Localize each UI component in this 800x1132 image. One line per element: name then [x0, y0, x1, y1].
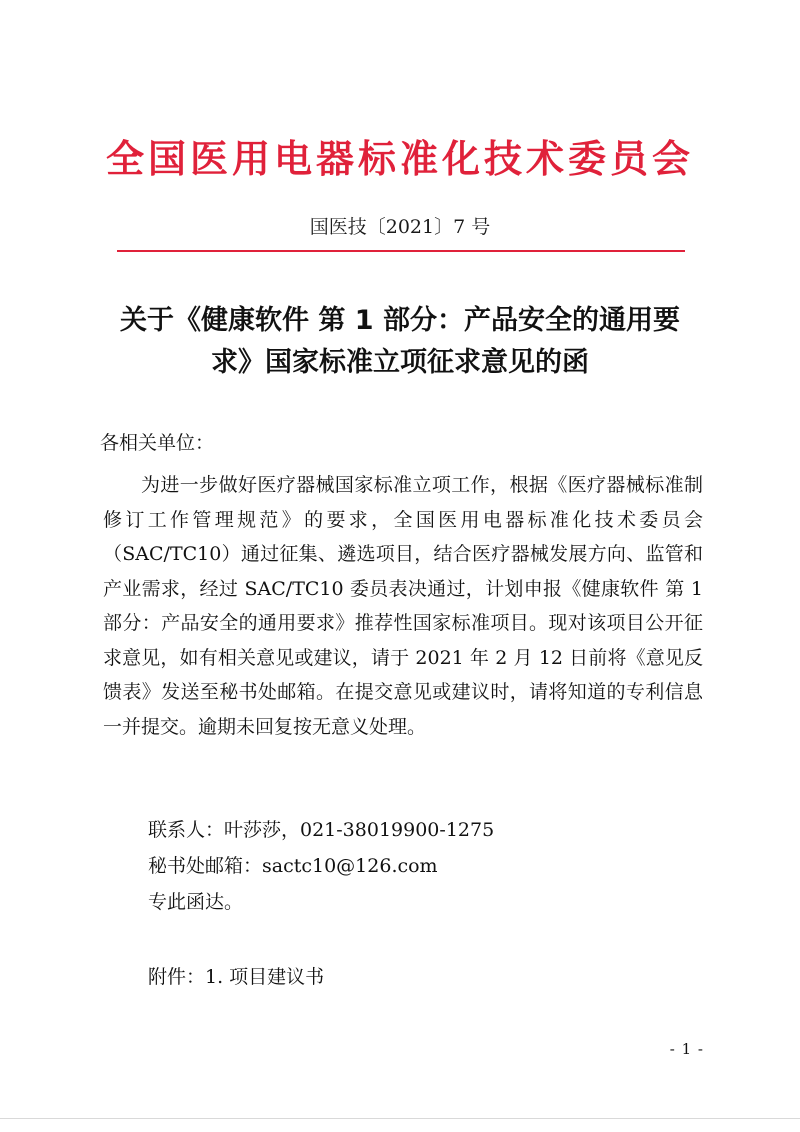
document-number: 国医技〔2021〕7 号 — [309, 216, 491, 238]
attachment-list: 附件：1. 项目建议书 — [148, 966, 325, 988]
contact-person: 联系人：叶莎莎，021-38019900-1275 — [148, 819, 495, 841]
organization-title: 全国医用电器标准化技术委员会 — [105, 137, 694, 181]
document-subject — [100, 300, 700, 384]
page-number: - 1 - — [669, 1040, 704, 1058]
body-paragraph: 为进一步做好医疗器械国家标准立项工作，根据《医疗器械标准制修订工作管理规范》的要求，全国医用电器标准化技术委员会（SAC/TC10）通过征集、遴选项目，结合医疗器械发展方向、监管和产业需求，经过 SAC/TC10 委员表决通过，计划申报《健康软件 第 1 部分：产品安全的通用要求》推荐性国家标准项目。现对该项目公开征求意见，如有相关意见或建议，请于 2021 年 2 月 12 日前将《意见反馈表》发送至秘书处邮箱。在提交意见或建议时，请将知道的专利信息一并提交。逾期未回复按无意义处理。 — [103, 474, 703, 738]
salutation: 各相关单位： — [100, 432, 215, 454]
page-bottom-edge — [0, 1118, 800, 1119]
closing-remark: 专此函达。 — [148, 891, 244, 913]
red-divider-line — [117, 250, 685, 252]
subject-line-2: 求》国家标准立项征求意见的函 — [211, 347, 589, 378]
secretariat-email: 秘书处邮箱：sactc10@126.com — [148, 855, 438, 877]
subject-line-1: 关于《健康软件 第 1 部分：产品安全的通用要 — [120, 305, 680, 336]
